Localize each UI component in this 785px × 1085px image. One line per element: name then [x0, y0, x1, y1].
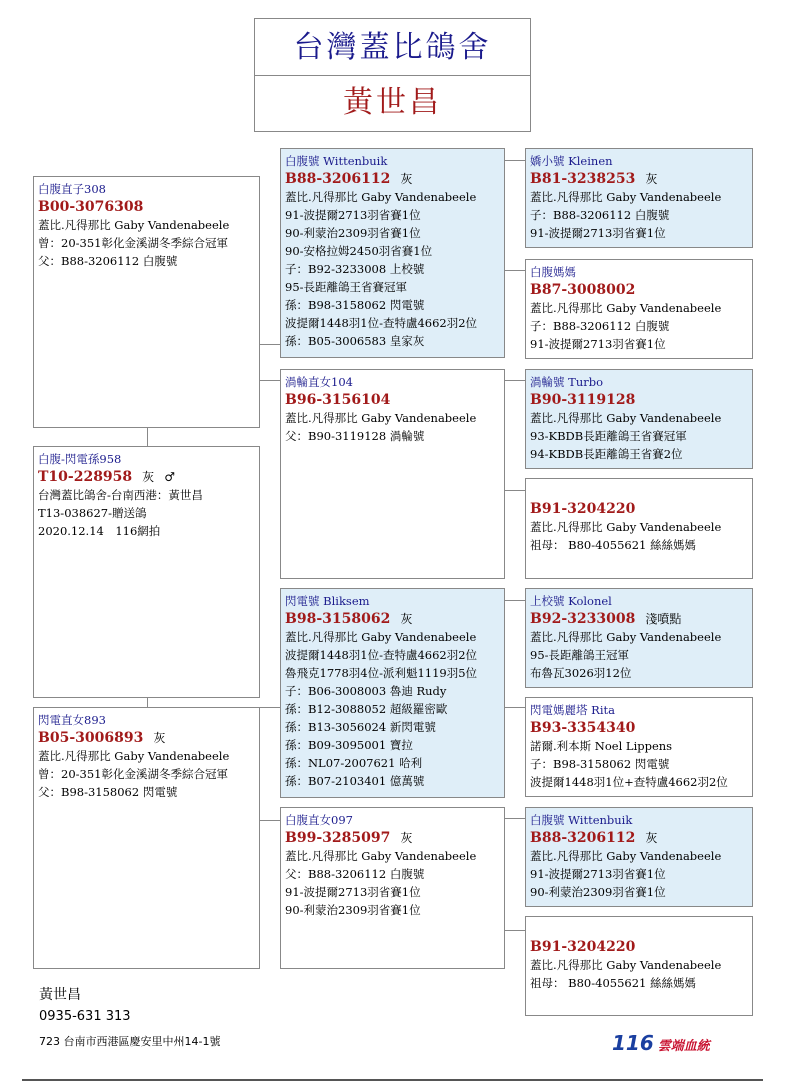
- ring-number: B81-3238253: [530, 171, 636, 187]
- info-line: 波提爾1448羽1位-查特盧4662羽2位: [285, 648, 478, 662]
- ring-line: [285, 829, 500, 847]
- dds-card: [525, 807, 753, 907]
- footer-phone: 0935-631 313: [39, 1009, 131, 1024]
- connector: [260, 380, 280, 381]
- ring-number: B93-3354340: [530, 720, 636, 736]
- info-line: 波提爾1448羽1位-查特盧4662羽2位: [285, 316, 478, 330]
- info-line: 93-KBDB長距離鴿王省賽冠軍: [530, 429, 687, 443]
- info-line: 90-利蒙治2309羽省賽1位: [285, 903, 421, 917]
- dam-card: [33, 707, 260, 969]
- info-line: 子：B88-3206112 白腹號: [530, 319, 670, 333]
- info-line: 父：B98-3158062 閃電號: [38, 785, 178, 799]
- info-line: 魯飛克1778羽4位-派利魁1119羽5位: [285, 666, 478, 680]
- dam-sire-card: [280, 588, 505, 798]
- info-line: 90-利蒙治2309羽省賽1位: [530, 885, 666, 899]
- owner-title: 黃世昌: [254, 76, 531, 132]
- info-line: 90-安格拉姆2450羽省賽1位: [285, 244, 433, 258]
- ring-line: [530, 829, 748, 847]
- pigeon-name: 白腹號 Wittenbuik: [530, 813, 633, 827]
- color-label: 灰: [645, 831, 658, 845]
- ring-number: B88-3206112: [530, 830, 636, 846]
- ring-line: [530, 610, 748, 628]
- connector: [505, 160, 525, 161]
- info-line: 孫：B13-3056024 新閃電號: [285, 720, 436, 734]
- connector: [260, 707, 280, 708]
- info-line: 蓋比.凡得那比 Gaby Vandenabeele: [530, 411, 722, 425]
- connector: [505, 707, 525, 708]
- loft-title: 台灣蓋比鴿舍: [254, 18, 531, 76]
- color-label: 灰: [645, 172, 658, 186]
- info-line: 諾爾.利本斯 Noel Lippens: [530, 739, 673, 753]
- info-line: 台灣蓋比鴿舍-台南西港：黃世昌: [38, 488, 203, 502]
- ring-number: B91-3204220: [530, 501, 636, 517]
- info-line: 孫：B98-3158062 閃電號: [285, 298, 425, 312]
- info-line: 90-利蒙治2309羽省賽1位: [285, 226, 421, 240]
- info-line: 父：B88-3206112 白腹號: [285, 867, 425, 881]
- ddd-card: [525, 916, 753, 1016]
- info-line: 蓋比.凡得那比 Gaby Vandenabeele: [38, 218, 230, 232]
- ring-number: T10-228958: [38, 469, 133, 485]
- pigeon-name: 閃電媽麗塔 Rita: [530, 703, 615, 717]
- info-line: 91-波提爾2713羽省賽1位: [530, 867, 666, 881]
- color-label: 灰: [400, 831, 413, 845]
- footer-address: 723 台南市西港區慶安里中州14-1號: [39, 1035, 221, 1048]
- info-line: 孫：NL07-2007621 哈利: [285, 756, 423, 770]
- color-label: 灰: [142, 470, 155, 484]
- info-line: 孫：B07-2103401 億萬號: [285, 774, 425, 788]
- connector: [260, 820, 280, 821]
- ring-line: [285, 170, 500, 188]
- ring-line: [38, 729, 255, 747]
- connector: [505, 818, 525, 819]
- color-label: 灰: [153, 731, 166, 745]
- connector: [147, 697, 148, 707]
- ring-number: B90-3119128: [530, 392, 636, 408]
- pigeon-name: 白腹-閃電孫958: [38, 452, 122, 466]
- info-line: 子：B88-3206112 白腹號: [530, 208, 670, 222]
- info-line: 波提爾1448羽1位+查特盧4662羽2位: [530, 775, 728, 789]
- sire-sire-card: [280, 148, 505, 358]
- connector: [505, 380, 525, 381]
- ring-number: B87-3008002: [530, 282, 636, 298]
- pigeon-name: 白腹直女097: [285, 813, 353, 827]
- info-line: 蓋比.凡得那比 Gaby Vandenabeele: [530, 520, 722, 534]
- info-line: 2020.12.14 116網拍: [38, 524, 161, 538]
- logo-text: 雲端血統: [657, 1039, 710, 1054]
- ring-line: [285, 610, 500, 628]
- info-line: 祖母： B80-4055621 絲絲媽媽: [530, 538, 696, 552]
- sds-card: [525, 369, 753, 469]
- info-line: 孫：B09-3095001 寶拉: [285, 738, 413, 752]
- footer-name: 黃世昌: [39, 987, 81, 1003]
- pigeon-name: 渦輪直女104: [285, 375, 353, 389]
- ring-number: B88-3206112: [285, 171, 391, 187]
- info-line: 孫：B05-3006583 皇家灰: [285, 334, 425, 348]
- info-line: 91-波提爾2713羽省賽1位: [530, 226, 666, 240]
- pigeon-name: 嬌小號 Kleinen: [530, 154, 613, 168]
- info-line: 祖母： B80-4055621 絲絲媽媽: [530, 976, 696, 990]
- info-line: 子：B92-3233008 上校號: [285, 262, 425, 276]
- ring-number: B00-3076308: [38, 199, 144, 215]
- connector: [147, 427, 148, 446]
- info-line: 蓋比.凡得那比 Gaby Vandenabeele: [285, 630, 477, 644]
- sdd-card: [525, 478, 753, 579]
- info-line: 蓋比.凡得那比 Gaby Vandenabeele: [530, 630, 722, 644]
- info-line: 94-KBDB長距離鴿王省賽2位: [530, 447, 683, 461]
- info-line: 子：B06-3008003 魯迪 Rudy: [285, 684, 447, 698]
- info-line: 蓋比.凡得那比 Gaby Vandenabeele: [530, 301, 722, 315]
- info-line: 曾：20-351彰化金溪湖冬季綜合冠軍: [38, 236, 228, 250]
- info-line: 91-波提爾2713羽省賽1位: [285, 885, 421, 899]
- sire-card: [33, 176, 260, 428]
- sire-dam-card: [280, 369, 505, 579]
- dsd-card: [525, 697, 753, 797]
- ring-line: [38, 468, 255, 486]
- color-label: 灰: [400, 612, 413, 626]
- connector: [505, 490, 525, 491]
- ring-number: B92-3233008: [530, 611, 636, 627]
- pigeon-name: 閃電直女893: [38, 713, 106, 727]
- pigeon-name: 上校號 Kolonel: [530, 594, 612, 608]
- sex-icon: ♂: [164, 470, 175, 484]
- ssd-card: [525, 259, 753, 359]
- info-line: 95-長距離鴿王冠軍: [530, 648, 630, 662]
- info-line: T13-038627-贈送鴿: [38, 506, 147, 520]
- info-line: 曾：20-351彰化金溪湖冬季綜合冠軍: [38, 767, 228, 781]
- info-line: 子：B98-3158062 閃電號: [530, 757, 670, 771]
- color-label: 淺噴點: [645, 612, 682, 626]
- info-line: 95-長距離鴿王省賽冠軍: [285, 280, 408, 294]
- info-line: 蓋比.凡得那比 Gaby Vandenabeele: [285, 411, 477, 425]
- dam-dam-card: [280, 807, 505, 969]
- pigeon-name: 渦輪號 Turbo: [530, 375, 604, 389]
- subject-card: [33, 446, 260, 698]
- dss-card: [525, 588, 753, 688]
- info-line: 父：B88-3206112 白腹號: [38, 254, 178, 268]
- pigeon-name: 白腹媽媽: [530, 265, 576, 279]
- connector: [505, 930, 525, 931]
- info-line: 蓋比.凡得那比 Gaby Vandenabeele: [285, 190, 477, 204]
- pigeon-name: 白腹直子308: [38, 182, 106, 196]
- connector: [505, 270, 525, 271]
- info-line: 蓋比.凡得那比 Gaby Vandenabeele: [285, 849, 477, 863]
- ring-number: B96-3156104: [285, 392, 391, 408]
- info-line: 蓋比.凡得那比 Gaby Vandenabeele: [38, 749, 230, 763]
- info-line: 91-波提爾2713羽省賽1位: [285, 208, 421, 222]
- ring-number: B91-3204220: [530, 939, 636, 955]
- logo-number: 116: [612, 1031, 654, 1055]
- color-label: 灰: [400, 172, 413, 186]
- bottom-divider: [22, 1079, 763, 1081]
- sss-card: [525, 148, 753, 248]
- ring-number: B05-3006893: [38, 730, 144, 746]
- info-line: 蓋比.凡得那比 Gaby Vandenabeele: [530, 849, 722, 863]
- ring-number: B98-3158062: [285, 611, 391, 627]
- info-line: 布魯瓦3026羽12位: [530, 666, 632, 680]
- info-line: 91-波提爾2713羽省賽1位: [530, 337, 666, 351]
- site-logo: [612, 1031, 710, 1055]
- connector: [505, 600, 525, 601]
- connector: [260, 344, 280, 345]
- info-line: 父：B90-3119128 渦輪號: [285, 429, 425, 443]
- info-line: 蓋比.凡得那比 Gaby Vandenabeele: [530, 190, 722, 204]
- pigeon-name: 閃電號 Bliksem: [285, 594, 370, 608]
- ring-number: B99-3285097: [285, 830, 391, 846]
- ring-line: [530, 170, 748, 188]
- info-line: 孫：B12-3088052 超級羅密歐: [285, 702, 448, 716]
- info-line: 蓋比.凡得那比 Gaby Vandenabeele: [530, 958, 722, 972]
- pigeon-name: 白腹號 Wittenbuik: [285, 154, 388, 168]
